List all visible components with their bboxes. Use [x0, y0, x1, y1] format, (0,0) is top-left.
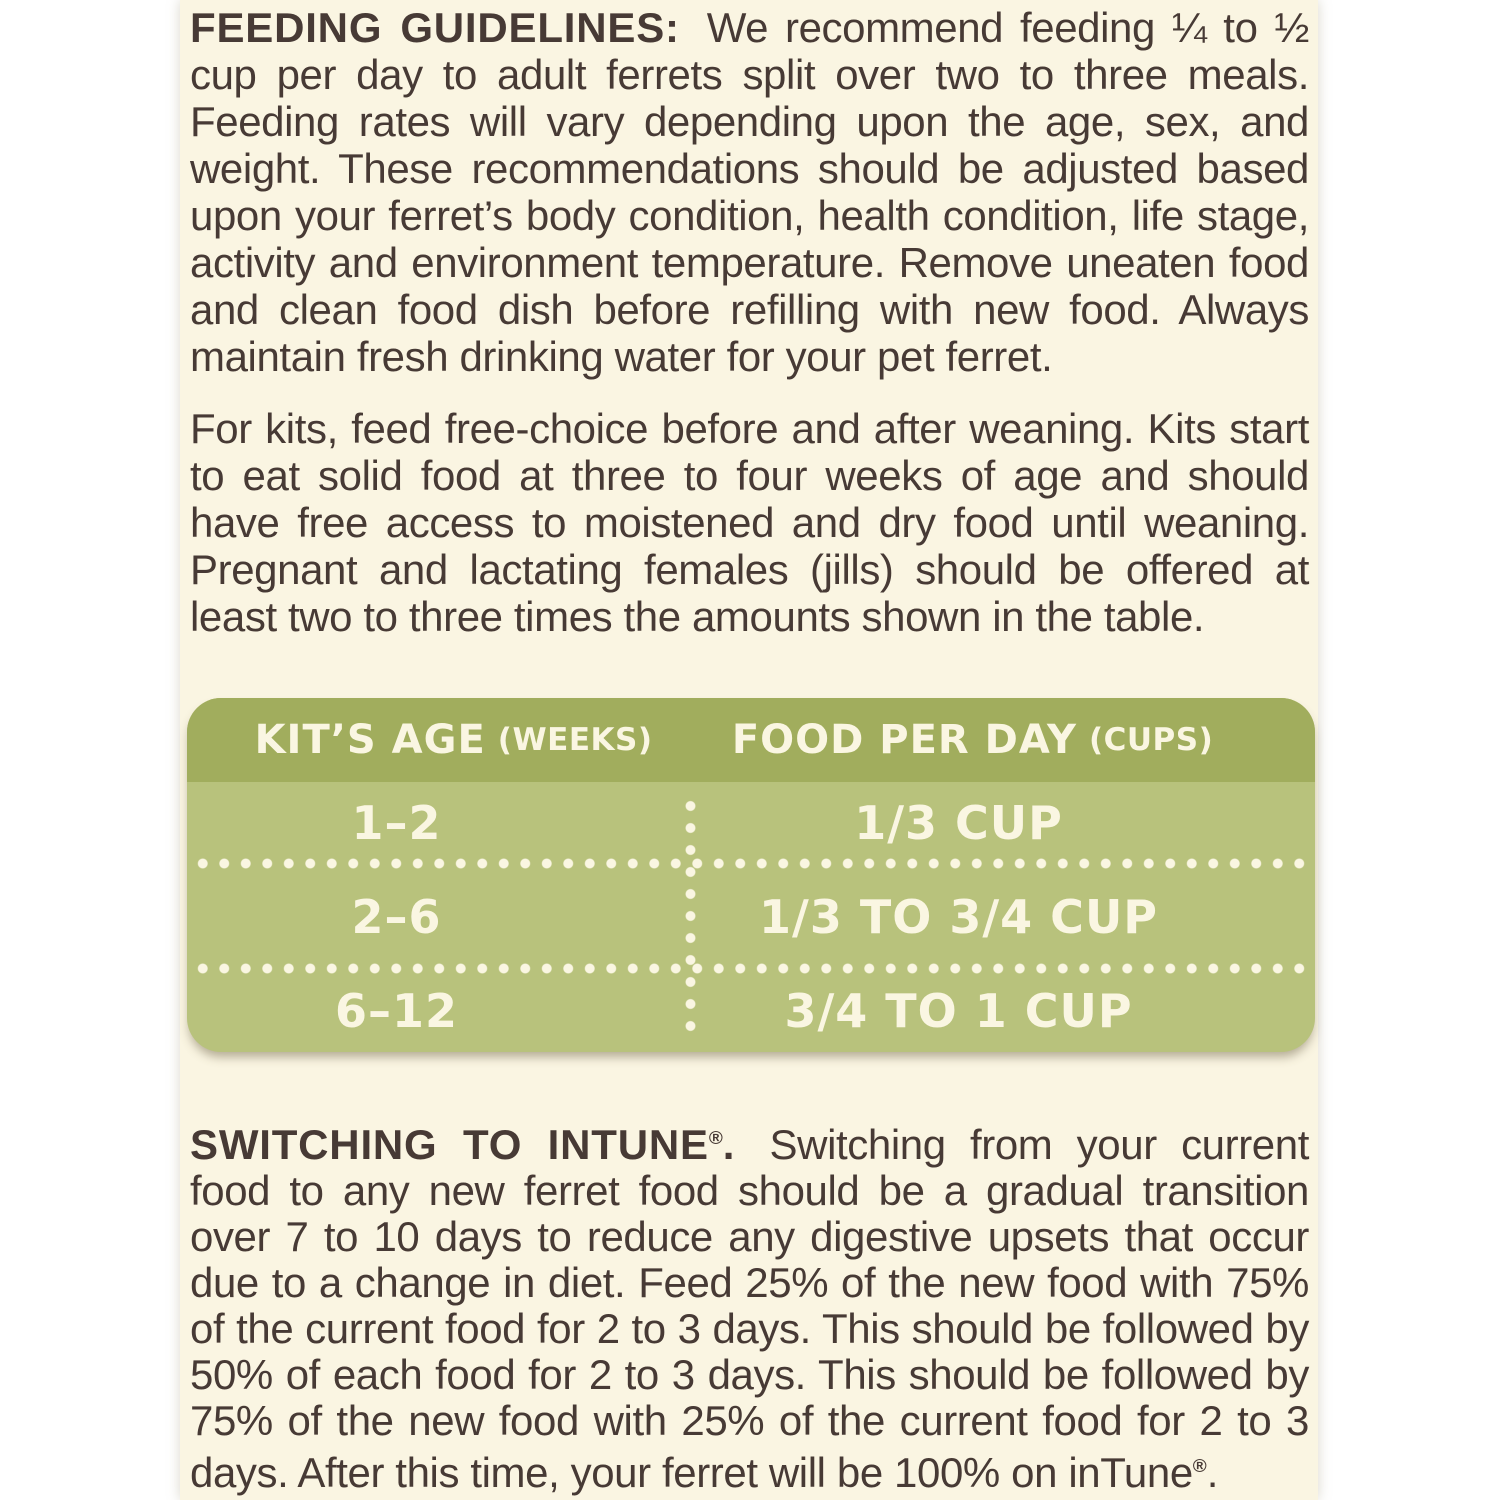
label-panel [180, 0, 1318, 1500]
switching-body-period: . [1206, 1449, 1218, 1496]
dotted-row-divider [187, 963, 1315, 974]
header-cell-food-per-day [690, 698, 1315, 782]
feeding-guidelines-body: We recommend feeding ¼ to ½ cup per day to adult ferrets split over two to three meals. Feeding rates will vary depending upon the age, sex, and weight. These recommendations should be adjusted based upon your ferret’s body condition, health condition, life stage, activity and environment temperature. Remove uneaten food and clean food dish before refilling with new food. Always maintain fresh drinking water for your pet ferret. [190, 4, 1310, 380]
registered-mark: ® [1192, 1456, 1207, 1477]
kits-body: For kits, feed free-choice before and after weaning. Kits start to eat solid food at three to four weeks of age and should have free access to moistened and dry food until weaning. Pregnant and lactating females (jills) should be offered at least two to three times the amounts shown in the table. [190, 405, 1309, 640]
table-row [187, 969, 1315, 1052]
age-cell: 2–6 [351, 889, 442, 944]
kits-age-title: KIT’S AGE [254, 717, 486, 763]
header-cell-kits-age [187, 698, 690, 782]
dotted-column-divider [685, 793, 696, 1039]
switching-paragraph [190, 1116, 1309, 1496]
feeding-table-header [187, 698, 1315, 782]
kits-age-unit: (WEEKS) [497, 722, 653, 758]
table-row [187, 782, 1315, 864]
dotted-row-divider [187, 858, 1315, 869]
feeding-table [187, 698, 1315, 1052]
kits-paragraph [190, 405, 1309, 640]
switching-body: Switching from your current food to any new ferret food should be a gradual transition over 7 to 10 days to reduce any digestive upsets that occur due to a change in diet. Feed 25% of the new food with 75% of the current food for 2 to 3 days. This should be followed by 50% of each food for 2 to 3 days. This should be followed by 75% of the new food with 25% of the current food for 2 to 3 days. After this time, your ferret will be 100% on inTune [190, 1121, 1309, 1496]
feeding-guidelines-paragraph [190, 4, 1309, 380]
food-cell: 1/3 CUP [854, 796, 1063, 850]
switching-heading-text: SWITCHING TO INTUNE [190, 1121, 709, 1168]
age-cell: 1–2 [351, 796, 442, 850]
age-cell: 6–12 [335, 983, 459, 1038]
registered-mark: ® [708, 1128, 723, 1149]
food-per-day-unit: (CUPS) [1088, 722, 1214, 758]
table-row [187, 864, 1315, 969]
feeding-guidelines-heading: FEEDING GUIDELINES: [190, 4, 680, 51]
switching-heading [190, 1121, 735, 1168]
food-cell: 1/3 TO 3/4 CUP [759, 889, 1159, 944]
switching-heading-period: . [722, 1121, 736, 1168]
food-cell: 3/4 TO 1 CUP [784, 983, 1133, 1038]
food-per-day-title: FOOD PER DAY [731, 717, 1077, 763]
